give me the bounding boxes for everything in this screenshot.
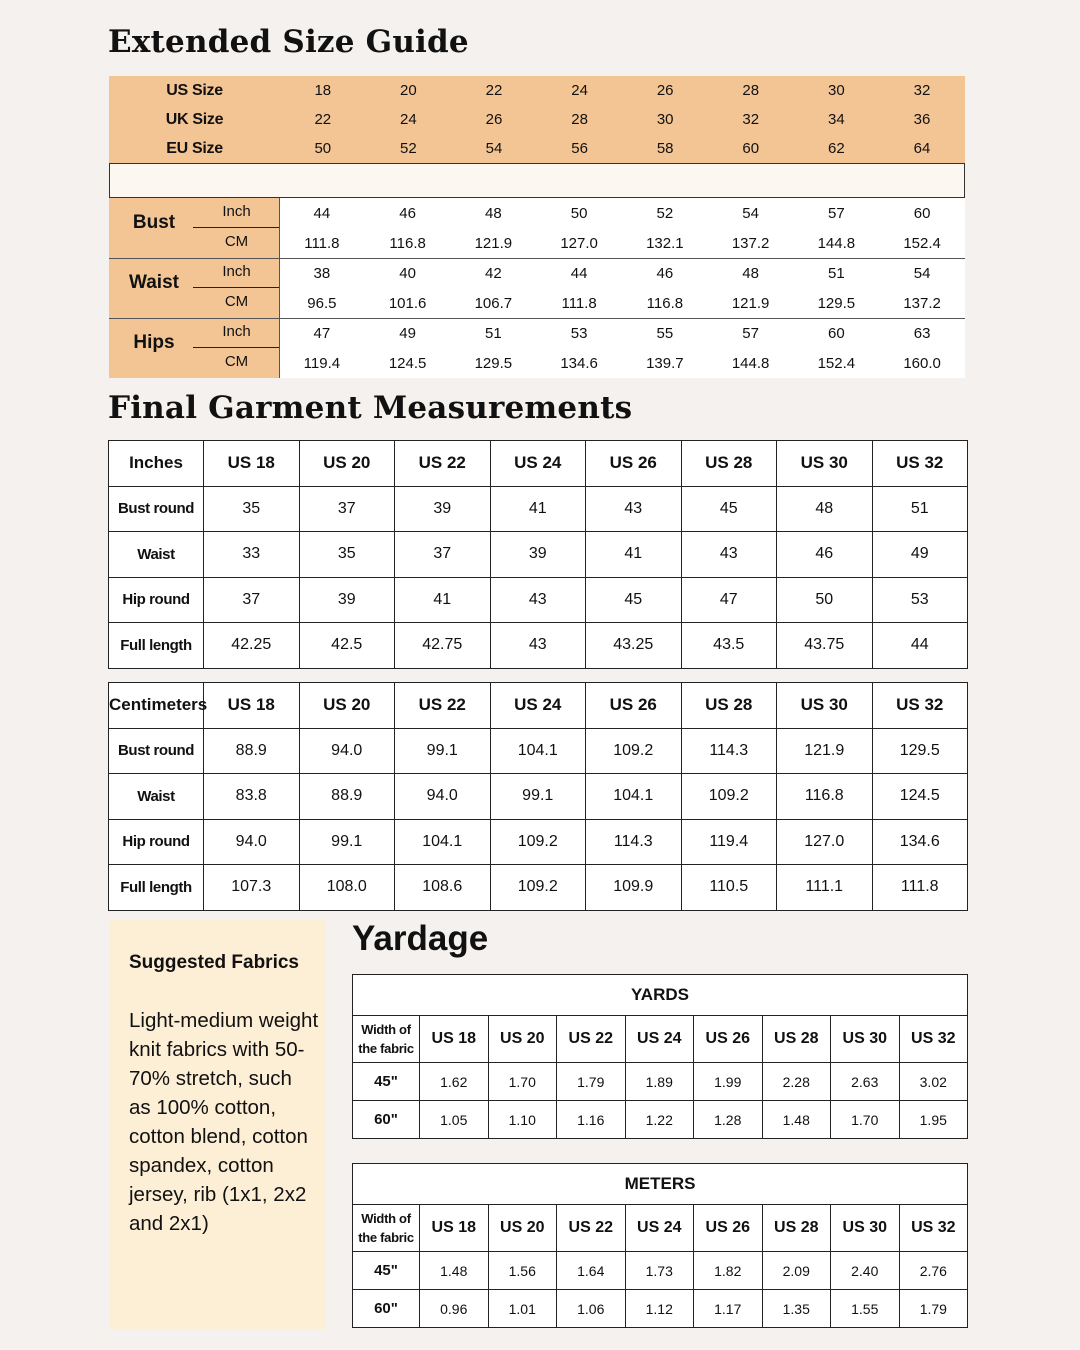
column-header: US 24: [490, 683, 586, 729]
table-cell: 109.2: [681, 774, 777, 820]
column-header: US 20: [488, 1016, 557, 1063]
table-cell: 134.6: [872, 819, 968, 865]
table-cell: 107.3: [204, 865, 300, 911]
table-cell: 1.55: [831, 1290, 900, 1328]
measurement-group: [109, 258, 965, 318]
cm-values-row: [279, 288, 965, 318]
column-header: US 20: [299, 683, 395, 729]
measurement-cell: 60: [828, 324, 845, 342]
size-cell: 26: [656, 82, 674, 99]
table-cell: 1.89: [625, 1063, 694, 1101]
table-cell: 2.63: [831, 1063, 900, 1101]
table-cell: 1.12: [625, 1290, 694, 1328]
table-cell: 109.2: [490, 819, 586, 865]
table-cell: 1.48: [420, 1252, 489, 1290]
column-header: US 24: [625, 1205, 694, 1252]
table-cell: 3.02: [899, 1063, 968, 1101]
measurement-cell: 51: [485, 324, 502, 342]
table-header-row: [109, 441, 968, 487]
table-cell: 46: [777, 532, 873, 578]
table-cell: 1.95: [899, 1101, 968, 1139]
measurement-values: [279, 198, 965, 258]
yardage-title: Yardage: [352, 919, 489, 958]
size-cell: 36: [913, 111, 931, 128]
table-cell: 108.0: [299, 865, 395, 911]
table-cell: 109.9: [586, 865, 682, 911]
unit-label-inch: Inch: [222, 323, 251, 340]
column-header: US 18: [420, 1016, 489, 1063]
size-cell: 18: [314, 82, 332, 99]
row-label: Hip round: [109, 819, 204, 865]
table-cell: 114.3: [681, 728, 777, 774]
table-cell: 1.62: [420, 1063, 489, 1101]
table-cell: 43: [681, 532, 777, 578]
table-cell: 37: [204, 577, 300, 623]
table-row: [353, 1101, 968, 1139]
row-label: 45": [353, 1063, 420, 1101]
table-cell: 1.22: [625, 1101, 694, 1139]
table-cell: 88.9: [204, 728, 300, 774]
table-cell: 94.0: [395, 774, 491, 820]
measurement-cell: 116.8: [646, 294, 684, 312]
size-cell: 22: [485, 82, 503, 99]
size-cell: 64: [913, 140, 931, 157]
table-cell: 119.4: [681, 819, 777, 865]
measurement-cell: 47: [313, 324, 331, 342]
table-cell: 41: [586, 532, 682, 578]
measurement-cell: 137.2: [903, 294, 941, 312]
table-cell: 1.99: [694, 1063, 763, 1101]
table-cell: 35: [204, 486, 300, 532]
table-cell: 51: [872, 486, 968, 532]
measurement-cell: 40: [399, 264, 416, 282]
column-header: US 24: [490, 441, 586, 487]
measurement-cell: 57: [742, 324, 759, 342]
column-header: US 32: [872, 683, 968, 729]
unit-divider: [193, 287, 279, 288]
measurement-cell: 124.5: [388, 354, 427, 372]
measurement-cell: 60: [913, 204, 931, 222]
table-cell: 114.3: [586, 819, 682, 865]
row-label: Waist: [109, 774, 204, 820]
group-separator: [109, 318, 965, 319]
measurement-name: Hips: [133, 332, 175, 353]
row-label: Bust round: [109, 728, 204, 774]
row-label: 60": [353, 1290, 420, 1328]
unit-label-cm: CM: [224, 233, 249, 250]
table-cell: 2.40: [831, 1252, 900, 1290]
measurement-cell: 129.5: [817, 294, 856, 312]
size-row: [109, 105, 965, 134]
table-header-row: [353, 1016, 968, 1063]
measurement-cell: 42: [485, 264, 502, 282]
final-measurements-inches-table: [108, 440, 968, 669]
table-cell: 43: [490, 577, 586, 623]
table-cell: 108.6: [395, 865, 491, 911]
table-row: [109, 774, 968, 820]
size-row-values: [280, 111, 965, 128]
measurement-cell: 127.0: [560, 234, 598, 252]
column-header: US 28: [762, 1016, 831, 1063]
row-label: Bust round: [109, 486, 204, 532]
column-header: US 26: [586, 683, 682, 729]
table-cell: 45: [586, 577, 682, 623]
width-header-line: Width of: [361, 1211, 411, 1226]
table-cell: 1.79: [557, 1063, 626, 1101]
measurement-cell: 139.7: [646, 354, 684, 372]
yardage-meters-table: [352, 1163, 968, 1328]
column-header: US 28: [681, 441, 777, 487]
table-cell: 1.79: [899, 1290, 968, 1328]
column-header: US 32: [872, 441, 968, 487]
table-cell: 1.73: [625, 1252, 694, 1290]
table-cell: 1.16: [557, 1101, 626, 1139]
table-cell: 99.1: [395, 728, 491, 774]
table-cell: 0.96: [420, 1290, 489, 1328]
size-conversion-header: [109, 76, 965, 163]
table-cell: 42.5: [299, 623, 395, 669]
table-cell: 43.25: [586, 623, 682, 669]
table-row: [109, 819, 968, 865]
measurement-cell: 121.9: [731, 294, 770, 312]
cm-values-row: [279, 228, 965, 258]
table-cell: 1.35: [762, 1290, 831, 1328]
table-corner-cell: Inches: [109, 441, 204, 487]
table-cell: 43: [490, 623, 586, 669]
width-header-line: the fabric: [358, 1230, 414, 1245]
caption-row: [353, 1164, 968, 1205]
size-cell: 24: [400, 111, 417, 128]
table-cell: 104.1: [490, 728, 586, 774]
measurement-cell: 49: [399, 324, 416, 342]
measurement-cell: 144.8: [731, 354, 770, 372]
width-header-line: the fabric: [358, 1041, 414, 1056]
table-cell: 42.25: [204, 623, 300, 669]
table-cell: 1.06: [557, 1290, 626, 1328]
size-cell: 52: [400, 140, 417, 157]
column-header: US 22: [395, 441, 491, 487]
measurement-cell: 51: [828, 264, 845, 282]
table-cell: 2.28: [762, 1063, 831, 1101]
size-cell: 58: [656, 140, 674, 157]
size-row-label: EU Size: [166, 139, 223, 157]
table-row: [109, 865, 968, 911]
size-cell: 20: [400, 82, 417, 99]
table-row: [109, 728, 968, 774]
column-header: US 22: [557, 1205, 626, 1252]
measurement-cell: 44: [570, 264, 588, 282]
size-cell: 26: [485, 111, 503, 128]
table-cell: 35: [299, 532, 395, 578]
size-cell: 62: [828, 140, 845, 157]
table-cell: 47: [681, 577, 777, 623]
measurement-cell: 132.1: [646, 234, 684, 252]
table-row: [109, 532, 968, 578]
table-cell: 43.75: [777, 623, 873, 669]
suggested-fabrics-title: Suggested Fabrics: [129, 952, 299, 973]
inch-values-row: [279, 198, 965, 228]
unit-divider: [193, 347, 279, 348]
size-cell: 30: [656, 111, 674, 128]
size-cell: 24: [571, 82, 588, 99]
size-cell: 32: [913, 82, 931, 99]
table-cell: 94.0: [299, 728, 395, 774]
table-cell: 111.1: [777, 865, 873, 911]
table-cell: 99.1: [490, 774, 586, 820]
table-cell: 41: [490, 486, 586, 532]
column-header: US 30: [831, 1205, 900, 1252]
size-row-label: US Size: [166, 81, 223, 99]
table-cell: 1.82: [694, 1252, 763, 1290]
table-cell: 111.8: [872, 865, 968, 911]
measurement-cell: 101.6: [388, 294, 427, 312]
column-header: US 30: [777, 683, 873, 729]
table-cell: 41: [395, 577, 491, 623]
table-cell: 88.9: [299, 774, 395, 820]
table-header-row: [109, 683, 968, 729]
column-divider: [279, 198, 280, 378]
body-measurements-table: [109, 198, 965, 378]
group-separator: [109, 258, 965, 259]
measurement-cell: 134.6: [560, 354, 598, 372]
table-cell: 94.0: [204, 819, 300, 865]
measurement-cell: 46: [399, 204, 416, 222]
table-cell: 33: [204, 532, 300, 578]
row-label: 45": [353, 1252, 420, 1290]
measurement-cell: 38: [313, 264, 331, 282]
size-cell: 54: [485, 140, 503, 157]
measurement-cell: 63: [913, 324, 931, 342]
size-cell: 60: [742, 140, 760, 157]
table-row: [353, 1252, 968, 1290]
measurement-cell: 144.8: [817, 234, 856, 252]
table-cell: 104.1: [586, 774, 682, 820]
column-header: US 30: [831, 1016, 900, 1063]
measurement-values: [279, 318, 965, 378]
table-row: [109, 486, 968, 532]
size-cell: 50: [314, 140, 332, 157]
measurement-cell: 57: [828, 204, 845, 222]
size-cell: 28: [742, 82, 760, 99]
table-cell: 39: [395, 486, 491, 532]
extended-size-guide-title: Extended Size Guide: [108, 24, 469, 60]
measurement-group: [109, 318, 965, 378]
measurement-cell: 54: [742, 204, 759, 222]
table-cell: 44: [872, 623, 968, 669]
table-cell: 43.5: [681, 623, 777, 669]
column-header: US 30: [777, 441, 873, 487]
table-row: [353, 1063, 968, 1101]
column-header: US 28: [762, 1205, 831, 1252]
column-header: US 20: [299, 441, 395, 487]
size-cell: 34: [828, 111, 845, 128]
inch-values-row: [279, 258, 965, 288]
size-cell: 22: [314, 111, 332, 128]
table-cell: 1.64: [557, 1252, 626, 1290]
suggested-fabrics-text: Light-medium weight knit fabrics with 50-70% stretch, such as 100% cotton, cotton blend, cotton spandex, cotton jersey, rib (1x1, 2x2 and 2x1): [129, 1009, 319, 1235]
measurement-cell: 137.2: [731, 234, 770, 252]
table-cell: 1.01: [488, 1290, 557, 1328]
size-row-values: [280, 140, 965, 157]
table-cell: 121.9: [777, 728, 873, 774]
measurement-cell: 152.4: [903, 234, 941, 252]
measurement-group: [109, 198, 965, 258]
size-cell: 56: [571, 140, 588, 157]
measurement-cell: 50: [570, 204, 588, 222]
table-cell: 39: [490, 532, 586, 578]
unit-label-inch: Inch: [222, 263, 251, 280]
table-cell: 127.0: [777, 819, 873, 865]
table-cell: 2.76: [899, 1252, 968, 1290]
final-garment-title: Final Garment Measurements: [108, 390, 633, 426]
table-cell: 48: [777, 486, 873, 532]
table-corner-cell: Centimeters: [109, 683, 204, 729]
size-cell: 30: [828, 82, 845, 99]
column-header: US 26: [694, 1205, 763, 1252]
table-cell: 124.5: [872, 774, 968, 820]
table-cell: 116.8: [777, 774, 873, 820]
unit-label-cm: CM: [224, 353, 249, 370]
table-cell: 99.1: [299, 819, 395, 865]
size-cell: 28: [571, 111, 588, 128]
table-cell: 50: [777, 577, 873, 623]
unit-label-inch: Inch: [222, 203, 251, 220]
table-row: [353, 1290, 968, 1328]
table-row: [109, 577, 968, 623]
table-cell: 49: [872, 532, 968, 578]
measurement-cell: 111.8: [304, 234, 340, 252]
table-cell: 104.1: [395, 819, 491, 865]
row-label: Full length: [109, 865, 204, 911]
size-row: [109, 134, 965, 163]
column-header: US 28: [681, 683, 777, 729]
measurement-cell: 119.4: [303, 354, 341, 372]
table-cell: 2.09: [762, 1252, 831, 1290]
cm-values-row: [279, 348, 965, 378]
column-header: US 20: [488, 1205, 557, 1252]
measurement-cell: 106.7: [474, 294, 513, 312]
row-label: 60": [353, 1101, 420, 1139]
width-header-line: Width of: [361, 1022, 411, 1037]
table-row: [109, 623, 968, 669]
measurement-label-area: [109, 198, 279, 258]
table-caption: YARDS: [353, 975, 968, 1016]
column-header: US 32: [899, 1016, 968, 1063]
measurement-cell: 46: [656, 264, 674, 282]
column-header: US 22: [395, 683, 491, 729]
unit-divider: [193, 227, 279, 228]
measurement-cell: 111.8: [561, 294, 597, 312]
column-header: US 32: [899, 1205, 968, 1252]
measurement-cell: 129.5: [474, 354, 513, 372]
row-label: Hip round: [109, 577, 204, 623]
unit-label-cm: CM: [224, 293, 249, 310]
size-row: [109, 76, 965, 105]
table-cell: 1.17: [694, 1290, 763, 1328]
measurement-cell: 53: [570, 324, 588, 342]
table-cell: 43: [586, 486, 682, 532]
table-header-row: [353, 1205, 968, 1252]
size-guide-divider-band: [109, 163, 965, 198]
final-measurements-cm-table: [108, 682, 968, 911]
measurement-values: [279, 258, 965, 318]
table-cell: 129.5: [872, 728, 968, 774]
measurement-cell: 55: [656, 324, 674, 342]
size-row-values: [280, 82, 965, 99]
measurement-name: Bust: [132, 212, 176, 233]
column-header: US 24: [625, 1016, 694, 1063]
table-caption: METERS: [353, 1164, 968, 1205]
measurement-cell: 121.9: [474, 234, 513, 252]
table-cell: 45: [681, 486, 777, 532]
row-label: Waist: [109, 532, 204, 578]
row-label: Full length: [109, 623, 204, 669]
width-of-fabric-header: [353, 1016, 420, 1063]
table-cell: 1.70: [488, 1063, 557, 1101]
column-header: US 18: [204, 683, 300, 729]
column-header: US 26: [586, 441, 682, 487]
measurement-cell: 160.0: [903, 354, 941, 372]
measurement-cell: 44: [313, 204, 331, 222]
table-cell: 37: [395, 532, 491, 578]
measurement-label-area: [109, 258, 279, 318]
table-cell: 37: [299, 486, 395, 532]
measurement-cell: 54: [913, 264, 931, 282]
table-cell: 1.05: [420, 1101, 489, 1139]
measurement-cell: 52: [656, 204, 674, 222]
table-cell: 83.8: [204, 774, 300, 820]
measurement-cell: 152.4: [817, 354, 856, 372]
table-cell: 1.70: [831, 1101, 900, 1139]
column-header: US 18: [204, 441, 300, 487]
column-header: US 22: [557, 1016, 626, 1063]
table-cell: 1.28: [694, 1101, 763, 1139]
size-row-label: UK Size: [165, 110, 224, 128]
table-cell: 109.2: [490, 865, 586, 911]
suggested-fabrics-panel: [109, 920, 325, 1329]
measurement-name: Waist: [129, 272, 179, 293]
table-cell: 53: [872, 577, 968, 623]
inch-values-row: [279, 318, 965, 348]
table-cell: 39: [299, 577, 395, 623]
yardage-yards-table: [352, 974, 968, 1139]
column-header: US 18: [420, 1205, 489, 1252]
caption-row: [353, 975, 968, 1016]
column-header: US 26: [694, 1016, 763, 1063]
measurement-cell: 96.5: [307, 294, 337, 312]
measurement-cell: 116.8: [389, 234, 426, 252]
measurement-cell: 48: [485, 204, 502, 222]
table-cell: 1.56: [488, 1252, 557, 1290]
table-cell: 109.2: [586, 728, 682, 774]
width-of-fabric-header: [353, 1205, 420, 1252]
measurement-cell: 48: [742, 264, 759, 282]
measurement-label-area: [109, 318, 279, 378]
table-cell: 1.10: [488, 1101, 557, 1139]
size-cell: 32: [742, 111, 760, 128]
table-cell: 110.5: [681, 865, 777, 911]
table-cell: 1.48: [762, 1101, 831, 1139]
table-cell: 42.75: [395, 623, 491, 669]
